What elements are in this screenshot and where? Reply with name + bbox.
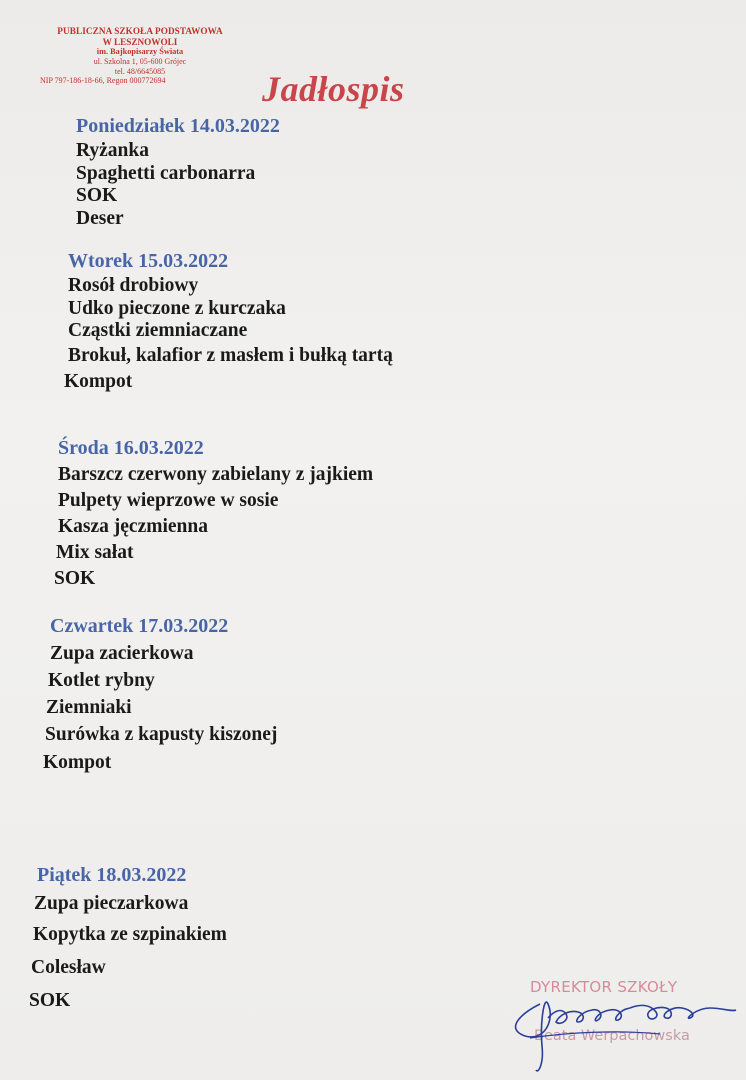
day-heading: Wtorek 15.03.2022 [68, 250, 229, 272]
day-heading: Poniedziałek 14.03.2022 [76, 115, 280, 137]
dish-item: Deser [76, 207, 124, 229]
dish-item: Kompot [43, 752, 112, 773]
dish-item: SOK [76, 185, 118, 206]
stamp-tax-ids: NIP 797-186-18-66, Regon 000772694 [40, 76, 166, 85]
day-friday [29, 864, 227, 1017]
day-thursday [43, 615, 278, 778]
signature-name: Beata Werpachowska [534, 1028, 690, 1044]
dish-item: Kopytka ze szpinakiem [33, 924, 227, 945]
day-heading: Środa 16.03.2022 [58, 437, 204, 459]
dish-item: Zupa pieczarkowa [34, 893, 189, 914]
day-tuesday [64, 250, 393, 395]
stamp-patron: im. Bajkopisarzy Świata [96, 47, 184, 56]
dish-item: Udko pieczone z kurczaka [68, 297, 286, 319]
dish-item: Spaghetti carbonarra [76, 162, 256, 184]
day-wednesday [54, 437, 374, 592]
dish-item: Barszcz czerwony zabielany z jajkiem [58, 464, 374, 485]
day-heading: Czwartek 17.03.2022 [50, 615, 229, 637]
page-title: Jadłospis [262, 69, 405, 109]
dish-item: Ryżanka [76, 140, 149, 161]
dish-item: Mix sałat [56, 542, 134, 563]
stamp-location: W LESZNOWOLI [102, 37, 178, 47]
dish-item: Colesław [31, 957, 106, 978]
dish-item: Ziemniaki [46, 697, 132, 718]
dish-item: Pulpety wieprzowe w sosie [58, 490, 279, 511]
dish-item: Cząstki ziemniaczane [68, 320, 248, 341]
dish-item: SOK [54, 568, 96, 589]
director-signature [500, 974, 740, 1064]
stamp-phone: tel. 48/6645085 [114, 66, 166, 76]
signature-role: DYREKTOR SZKOŁY [530, 978, 678, 996]
day-heading: Piątek 18.03.2022 [37, 864, 187, 886]
dish-item: Rosół drobiowy [68, 275, 199, 296]
stamp-school-name: PUBLICZNA SZKOŁA PODSTAWOWA [57, 26, 223, 36]
dish-item: Brokuł, kalafior z masłem i bułką tartą [68, 344, 393, 366]
dish-item: Kotlet rybny [48, 670, 155, 691]
day-monday [76, 115, 280, 230]
stamp-address: ul. Szkolna 1, 05-600 Grójec [93, 57, 187, 66]
dish-item: Kompot [64, 370, 133, 392]
dish-item: Surówka z kapusty kiszonej [45, 724, 278, 745]
school-stamp [34, 26, 246, 86]
dish-item: SOK [29, 990, 71, 1011]
dish-item: Kasza jęczmienna [58, 516, 209, 537]
dish-item: Zupa zacierkowa [50, 643, 194, 664]
handwritten-signature-icon [500, 974, 740, 1074]
